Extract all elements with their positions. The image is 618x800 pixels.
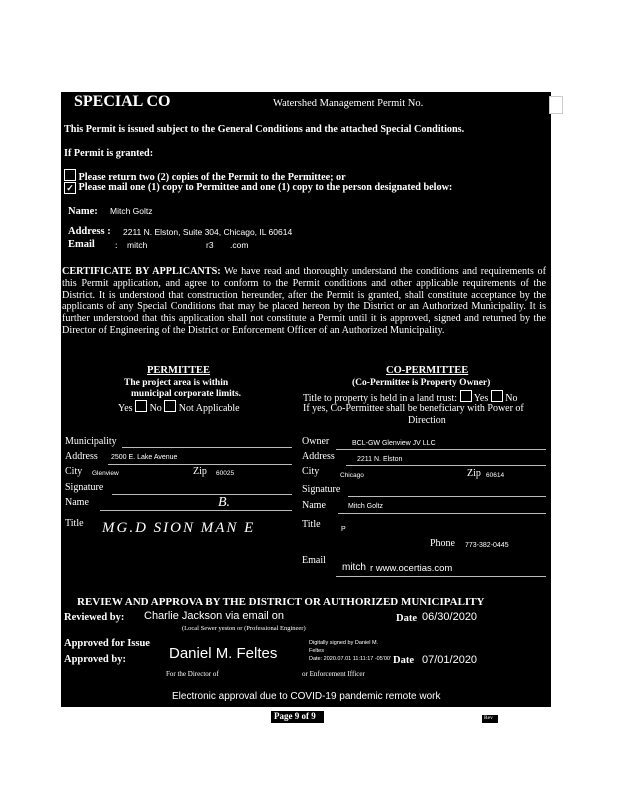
mail-copy-checkbox[interactable]: ✓ <box>64 182 76 194</box>
copermittee-email-domain: r www.ocertias.com <box>370 563 453 574</box>
permit-number-label: Watershed Management Permit No. <box>273 98 424 109</box>
page-title: SPECIAL CO <box>74 93 171 110</box>
digital-signature-line3: Date: 2020.07.01 11:11:17 -05'00' <box>309 656 392 662</box>
copermittee-city-value: Chicago <box>340 472 364 479</box>
permittee-title-value: MG.D SION MAN E <box>102 520 256 536</box>
permittee-address-line <box>108 464 292 465</box>
approved-sub-right: or Enforcement Ifficer <box>302 670 365 678</box>
approved-signature: Daniel M. Feltes <box>169 645 278 662</box>
digital-signature-line2: Feltes <box>309 648 324 654</box>
copermittee-heading: CO-PERMITTEE <box>386 365 469 376</box>
option-return-copies: Please return two (2) copies of the Permit to the Permittee; or <box>64 169 346 183</box>
permittee-zip-value: 60025 <box>216 470 235 477</box>
municipal-limits-options: Yes No Not Applicable <box>118 400 240 414</box>
copermittee-zip-value: 60614 <box>486 472 505 479</box>
digital-signature-line1: Digitally signed by Daniel M. <box>309 640 379 646</box>
designee-email-sep: : <box>115 240 118 250</box>
municipality-label: Municipality <box>65 436 117 447</box>
municipality-line <box>122 447 292 448</box>
reviewed-by-value: Charlie Jackson via email on <box>144 610 285 622</box>
copermittee-phone-value: 773-382-0445 <box>465 542 509 549</box>
permit-number-box <box>549 96 563 114</box>
page-number: Page 9 of 9 <box>274 711 316 721</box>
trust-no-checkbox[interactable] <box>491 390 503 402</box>
permittee-signature-label: Signature <box>65 482 104 493</box>
copermittee-signature-label: Signature <box>302 484 341 495</box>
permittee-city-label: City <box>65 466 83 477</box>
copermittee-signature-line <box>348 496 546 497</box>
municipal-yes-checkbox[interactable] <box>135 400 147 412</box>
review-heading: REVIEW AND APPROVA BY THE DISTRICT OR AUTHORIZED MUNICIPALITY <box>77 596 485 608</box>
designee-email-tld: .com <box>230 240 249 250</box>
permittee-name-line <box>100 510 292 511</box>
reviewed-by-sub: (Local Sewer yeston or (Professional Engineer) <box>182 625 306 632</box>
approved-for-issue-label: Approved for Issue <box>64 638 150 649</box>
permittee-address-label: Address <box>65 451 98 462</box>
approved-sub-left: For the Director of <box>166 670 219 678</box>
copermittee-email-value: mitch <box>342 562 366 573</box>
copermittee-title-value: P <box>341 526 346 533</box>
beneficiary-note-2: Direction <box>408 415 446 426</box>
beneficiary-note-1: If yes, Co-Permittee shall be beneficiary with Power of <box>303 403 524 414</box>
permittee-zip-label: Zip <box>193 466 207 477</box>
reviewed-date-label: Date <box>396 613 417 624</box>
revision-tag: Rev <box>484 715 493 721</box>
owner-label: Owner <box>302 436 330 447</box>
permittee-name-mark: B. <box>218 495 231 510</box>
permittee-name-label: Name <box>65 497 89 508</box>
certificate-paragraph <box>62 266 546 337</box>
copermittee-name-label: Name <box>302 500 326 511</box>
designee-email-domain: r3 <box>206 240 214 250</box>
designee-address-value: 2211 N. Elston, Suite 304, Chicago, IL 60614 <box>123 227 293 237</box>
approved-date-value: 07/01/2020 <box>422 654 478 666</box>
copermittee-city-label: City <box>302 466 320 477</box>
permittee-address-value: 2500 E. Lake Avenue <box>111 454 178 461</box>
municipal-no-checkbox[interactable] <box>164 400 176 412</box>
copermittee-address-label: Address <box>302 451 335 462</box>
trust-yes-checkbox[interactable] <box>460 390 472 402</box>
designee-email-value: mitch <box>127 240 148 250</box>
approved-date-label: Date <box>393 655 414 666</box>
copermittee-address-value: 2211 N. Elston <box>357 456 403 463</box>
copermittee-zip-label: Zip <box>467 468 481 479</box>
land-trust-question: Title to property is held in a land trust: Yes No <box>303 390 518 404</box>
certificate-body: We have read and thoroughly understand the conditions and requirements of this Permit application, and agree to conform to the Permit conditions and other applicable requirements of the District. It is understood that construction hereunder, after the Permit is granted, shall constitute acceptance by the applicants of any Special Conditions that may be placed hereon by the District or an Authorized Municipality. It is further understood that this application shall not constitute a Permit until it is approved, signed and returned by the Director of Engineering of the District or Enforcement Officer of an Authorized Municipality. <box>62 266 547 336</box>
permittee-line2: municipal corporate limits. <box>131 389 242 399</box>
copermittee-phone-label: Phone <box>430 538 455 549</box>
copermittee-name-value: Mitch Goltz <box>348 503 384 510</box>
permittee-heading: PERMITTEE <box>147 365 211 376</box>
copermittee-address-line <box>346 465 546 466</box>
designee-name-label: Name: <box>68 206 98 217</box>
copermittee-email-line <box>336 576 546 577</box>
designee-email-label: Email <box>68 239 95 250</box>
intro-text: This Permit is issued subject to the General Conditions and the attached Special Conditions. <box>64 124 465 135</box>
option-mail-copy: ✓ Please mail one (1) copy to Permittee and one (1) copy to the person designated below: <box>64 182 452 194</box>
return-copies-checkbox[interactable] <box>64 169 76 181</box>
owner-line <box>336 449 546 450</box>
reviewed-by-label: Reviewed by: <box>64 612 125 623</box>
permittee-title-label: Title <box>65 518 84 529</box>
copermittee-title-label: Title <box>302 519 321 530</box>
copermittee-name-line <box>338 513 546 514</box>
designee-address-label: Address : <box>68 226 111 237</box>
reviewed-date-value: 06/30/2020 <box>422 611 478 623</box>
permittee-city-value: Glenview <box>92 470 119 477</box>
owner-value: BCL-GW Glenview JV LLC <box>352 440 436 447</box>
permittee-line1: The project area is within <box>124 378 229 388</box>
certificate-heading: CERTIFICATE BY APPLICANTS: <box>62 266 221 277</box>
approved-by-label: Approved by: <box>64 654 126 665</box>
copermittee-subheading: (Co-Permittee is Property Owner) <box>352 378 491 388</box>
covid-note: Electronic approval due to COVID-19 pandemic remote work <box>172 691 441 702</box>
designee-name-value: Mitch Goltz <box>110 206 153 216</box>
permittee-signature-line <box>112 494 292 495</box>
copermittee-email-label: Email <box>302 555 326 566</box>
if-granted-label: If Permit is granted: <box>64 148 154 159</box>
